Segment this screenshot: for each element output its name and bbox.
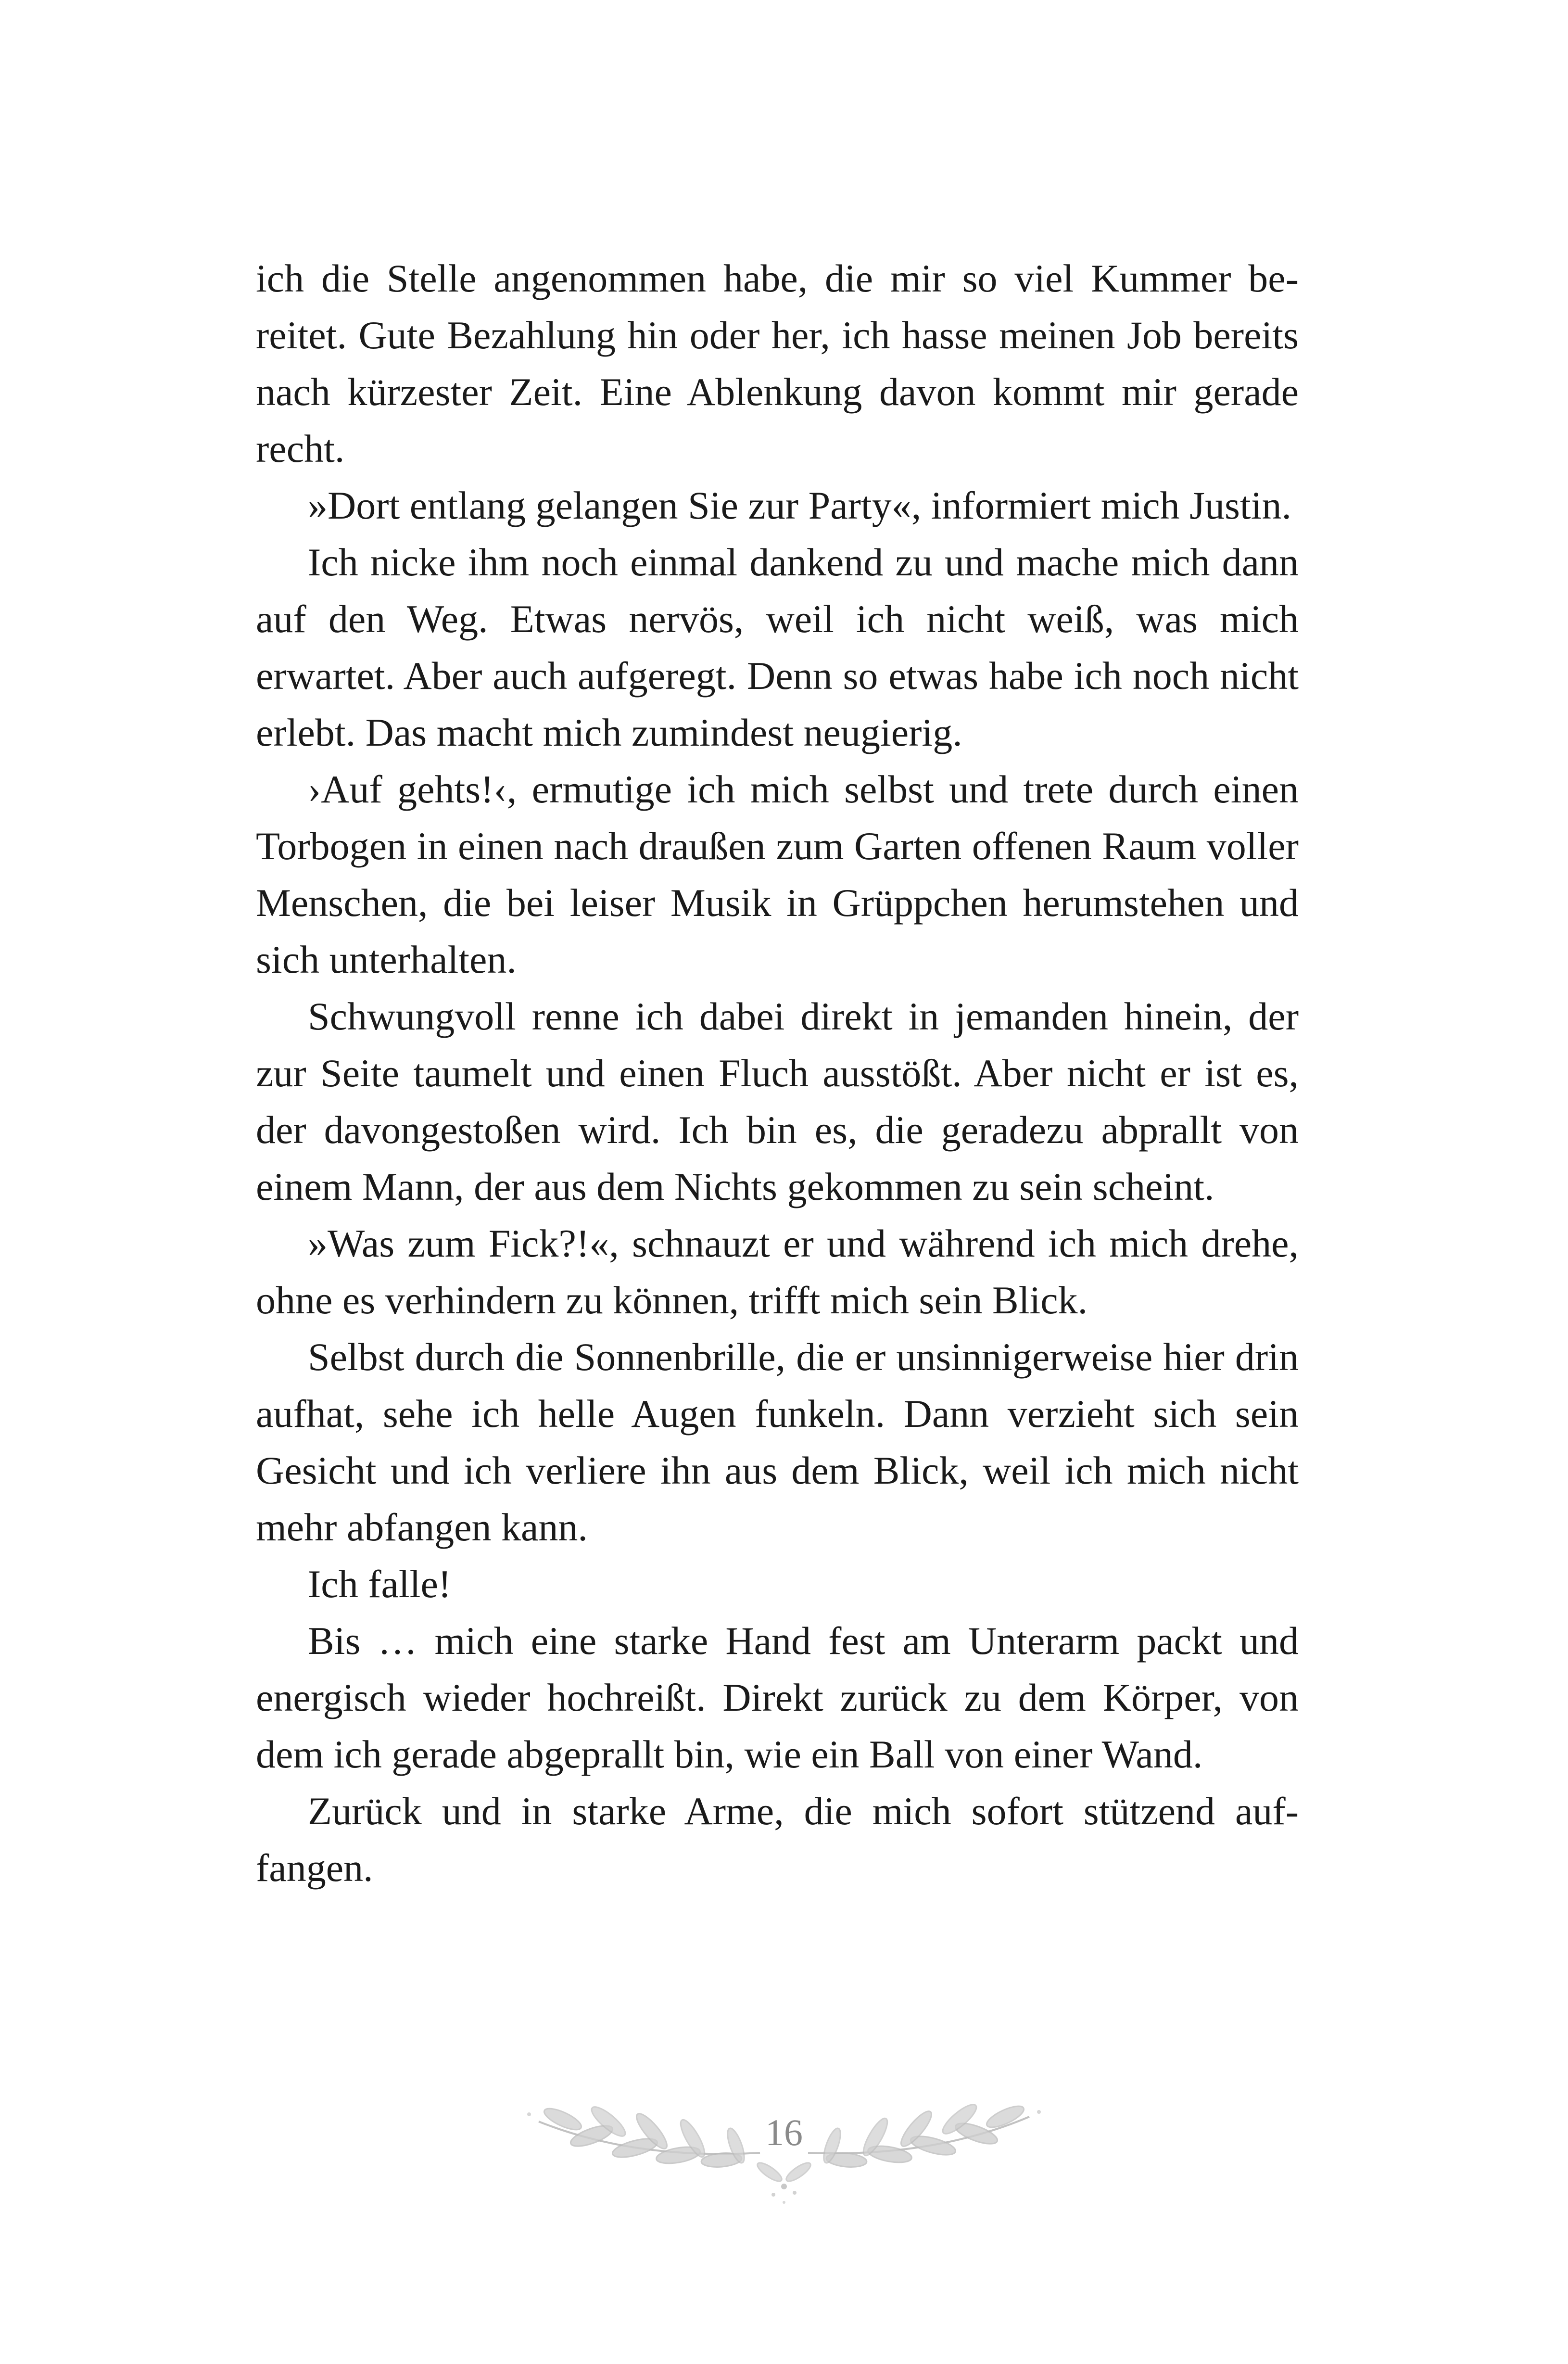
body-text [256, 250, 1299, 1896]
paragraph-8: Ich falle! [308, 1562, 452, 1606]
paragraph-4: ›Auf gehts!‹, ermutige ich mich selbst und trete durch einen Torbogen in einen nach draußen zum Garten offenen Raum voller Menschen, die bei leiser Musik in Grüppchen herumstehen und sich unterhalten. [256, 767, 1299, 981]
paragraph-6: »Was zum Fick?!«, schnauzt er und während ich mich drehe, ohne es verhindern zu können, trifft mich sein Blick. [256, 1221, 1299, 1322]
paragraph-3: Ich nicke ihm noch einmal dankend zu und mache mich dann auf den Weg. Etwas nervös, weil ich nicht weiß, was mich erwartet. Aber auch aufgeregt. Denn so etwas habe ich noch nicht erlebt. Das macht mich zumindest neugierig. [256, 540, 1299, 754]
paragraph-7: Selbst durch die Sonnenbrille, die er unsinnigerweise hier drin aufhat, sehe ich helle Augen funkeln. Dann verzieht sich sein Gesicht und ich verliere ihn aus dem Blick, weil ich mich nicht mehr abfangen kann. [256, 1335, 1299, 1549]
paragraph-1: ich die Stelle angenommen habe, die mir so viel Kummer bereitet. Gute Bezahlung hin oder her, ich hasse meinen Job bereits nach kürzester Zeit. Eine Ablenkung davon kommt mir gerade recht. [256, 256, 1299, 470]
page-footer [510, 2069, 1058, 2213]
paragraph-2: »Dort entlang gelangen Sie zur Party«, informiert mich Justin. [308, 483, 1291, 527]
paragraph-5: Schwungvoll renne ich dabei direkt in jemanden hinein, der zur Seite taumelt und einen Fluch ausstößt. Aber nicht er ist es, der davongestoßen wird. Ich bin es, die geradezu abprallt von einem Mann, der aus dem Nichts gekommen zu sein scheint. [256, 994, 1299, 1208]
page-number: 16 [765, 2111, 803, 2153]
paragraph-10: Zurück und in starke Arme, die mich sofort stützend auffangen. [256, 1789, 1299, 1890]
paragraph-9: Bis … mich eine starke Hand fest am Unterarm packt und energisch wieder hochreißt. Direkt zurück zu dem Körper, von dem ich gerade abgeprallt bin, wie ein Ball von einer Wand. [256, 1619, 1299, 1776]
